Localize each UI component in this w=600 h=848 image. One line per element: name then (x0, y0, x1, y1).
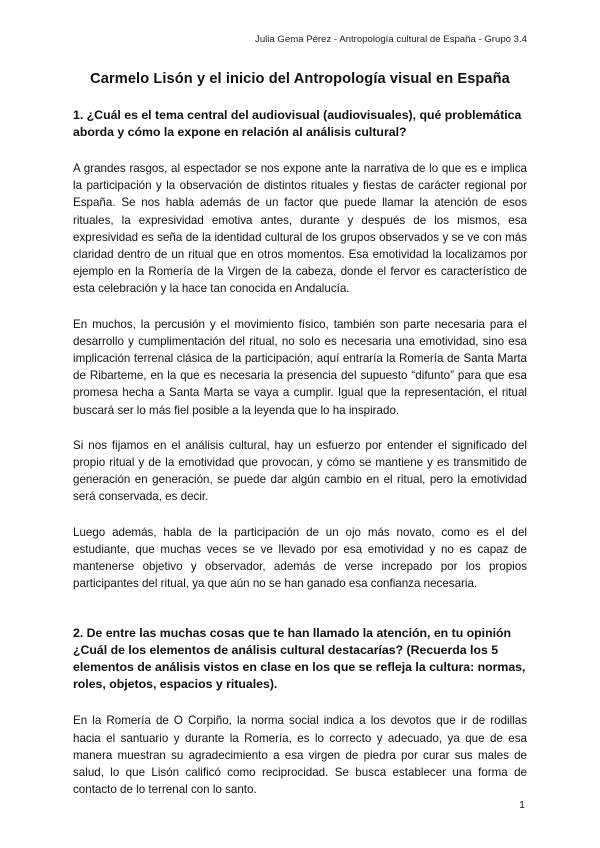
question-1-heading: 1. ¿Cuál es el tema central del audiovisual (audiovisuales), qué problemática aborda y cómo la expone en relación al análisis cultural? (73, 108, 522, 139)
question-2-heading: 2. De entre las muchas cosas que te han llamado la atención, en tu opinión ¿Cuál de los elementos de análisis cultural destacarías? (Recuerda los 5 elementos de análisis vistos en clase en los que se refleja la cultura: normas, roles, objetos, espacios y rituales). (73, 626, 526, 692)
answer-1-paragraph-3: Si nos fijamos en el análisis cultural, hay un esfuerzo por entender el significado del propio ritual y de la emotividad que provocan, y cómo se mantiene y es transmitido de generación en generación, se puede dar algún cambio en el ritual, pero la emotividad será conservada, es decir. (73, 438, 527, 504)
document-title: Carmelo Lisón y el inicio del Antropología visual en España (90, 71, 510, 87)
document-body (73, 107, 527, 798)
answer-1-paragraph-4: Luego además, habla de la participación de un ojo más novato, como es el del estudiante, que muchas veces se ve llevado por esa emotividad y no es capaz de mantenerse objetivo y observador, además de verse increpado por los propios participantes del ritual, ya que aún no se han ganado esa confianza necesaria. (73, 525, 527, 591)
page-number: 1 (519, 799, 525, 811)
answer-1-paragraph-1: A grandes rasgos, al espectador se nos expone ante la narrativa de lo que es e implica la participación y la observación de distintos rituales y fiestas de carácter regional por España. Se nos habla además de un factor que puede llamar la atención de esos rituales, la expresividad emotiva antes, durante y después de los mismos, esa expresividad es seña de la identidad cultural de los grupos observados y se ve con más claridad dentro de un ritual que en otros momentos. Esa emotividad la localizamos por ejemplo en la Romería de la Virgen de la cabeza, donde el fervor es característico de esta celebración y la hace tan conocida en Andalucía. (73, 162, 527, 296)
running-header: Julia Gema Pérez - Antropología cultural de España - Grupo 3.4 (255, 34, 527, 45)
answer-2-paragraph-1: En la Romería de O Corpiño, la norma social indica a los devotos que ir de rodillas hacia el santuario y durante la Romería, es lo correcto y adecuado, ya que de esa manera muestran su agradecimiento a esa virgen de piedra por curar sus males de salud, lo que Lisón calificó como reciprocidad. Se busca establecer una forma de contacto de lo terrenal con lo santo. (73, 714, 527, 797)
answer-1-paragraph-2: En muchos, la percusión y el movimiento físico, también son parte necesaria para el desarrollo y cumplimentación del ritual, no solo es necesaria una emotividad, sino esa implicación terrenal clásica de la participación, aquí entraría la Romería de Santa Marta de Ribarteme, en la que es necesaria la presencia del supuesto “difunto” para que esa promesa hecha a Santa Marta se vaya a cumplir. Igual que la representación, el ritual buscará ser lo más fiel posible a la leyenda que lo ha inspirado. (73, 317, 527, 417)
